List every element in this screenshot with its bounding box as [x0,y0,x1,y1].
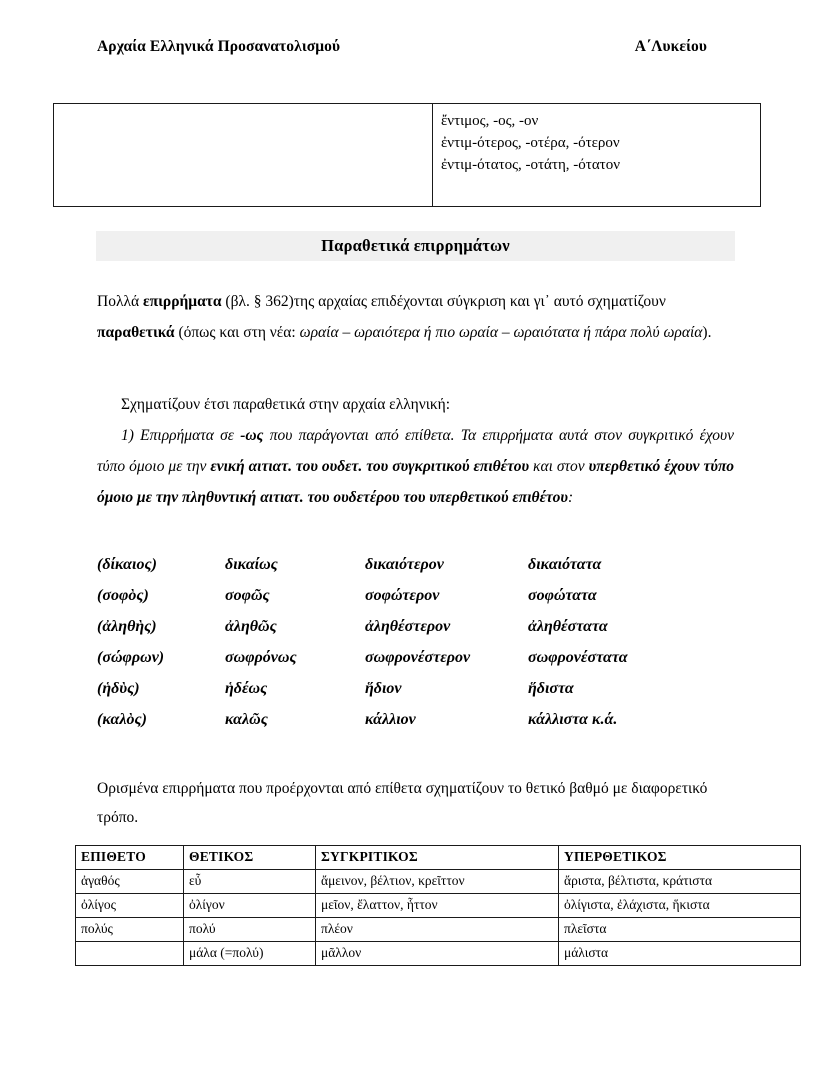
rule-bold-superlative-clause: υπερθετικό έχουν τύπο όμοιο με την πληθυντική αιτιατ. του ουδετέρου του υπερθετικού επιθέτου [97,458,734,506]
table-row [97,704,734,735]
rule-text-2: που παράγονται από επίθετα. Τα επιρρήματα αυτά στον συγκριτικό έχουν τύπο όμοιο με την [97,427,734,475]
cell-comparative: μεῖον, ἔλαττον, ἧττον [316,894,559,918]
grid-adjective: (σώφρων) [97,648,165,666]
grid-comparative: ἥδιον [365,679,402,697]
grid-positive: καλῶς [225,710,268,728]
table-row [97,673,734,704]
cell-adjective: πολύς [76,918,184,942]
intro-text-1: Πολλά [97,293,143,310]
grid-adjective: (ἡδὺς) [97,679,140,697]
declension-line-comparative: ἐντιμ-ότερος, -οτέρα, -ότερον [441,135,620,152]
section-title-band [96,231,735,261]
column-header-superlative: ΥΠΕΡΘΕΤΙΚΟΣ [559,846,801,870]
table-row [76,894,801,918]
intro-paragraph-block [97,286,734,348]
grid-positive: σωφρόνως [225,648,297,666]
closing-paragraph-block [97,774,734,832]
grid-superlative: δικαιότατα [528,555,602,573]
intro-bold-adverbs: επιρρήματα [142,293,222,310]
cell-adjective: ὀλίγος [76,894,184,918]
intro-text-2: (βλ. § 362)της αρχαίας επιδέχονται σύγκριση και γι᾿ αυτό σχηματίζουν [221,293,666,310]
grid-adjective: (ἀληθὴς) [97,617,157,635]
document-header [97,38,735,56]
cell-comparative: μᾶλλον [316,942,559,966]
column-header-positive: ΘΕΤΙΚΟΣ [184,846,316,870]
rule-paragraph [97,420,734,513]
cell-positive: μάλα (=πολύ) [184,942,316,966]
continuation-table-right-cell [433,104,761,207]
column-header-comparative: ΣΥΓΚΡΙΤΙΚΟΣ [316,846,559,870]
grid-adjective: (σοφὸς) [97,586,149,604]
grid-superlative: ἥδιστα [528,679,574,697]
intro-text-4: ). [702,324,712,341]
intro-paragraph [97,286,734,348]
closing-paragraph: Ορισμένα επιρρήματα που προέρχονται από επίθετα σχηματίζουν το θετικό βαθμό με διαφορετικό τρόπο. [97,780,708,826]
cell-comparative: ἄμεινον, βέλτιον, κρεῖττον [316,870,559,894]
cell-positive: εὖ [184,870,316,894]
intro-text-3: (όπως και στη νέα: [174,324,300,341]
table-row [97,611,734,642]
header-subject: Αρχαία Ελληνικά Προσανατολισμού [97,38,341,55]
rule-bold-comparative-clause: ενική αιτιατ. του ουδετ. του συγκριτικού επιθέτου [210,458,530,475]
grid-comparative: κάλλιον [365,710,416,728]
cell-superlative: ἄριστα, βέλτιστα, κράτιστα [559,870,801,894]
table-row [97,580,734,611]
table-row [76,870,801,894]
cell-superlative: πλεῖστα [559,918,801,942]
table-row [76,942,801,966]
cell-superlative: ὀλίγιστα, ἐλάχιστα, ἥκιστα [559,894,801,918]
continuation-table-left-cell [54,104,433,207]
grid-positive: δικαίως [225,555,278,573]
rule-bold-suffix: -ως [240,427,264,444]
grid-superlative: σωφρονέστατα [528,648,628,666]
cell-positive: πολύ [184,918,316,942]
table-row [97,642,734,673]
intro-bold-comparatives: παραθετικά [97,324,175,341]
cell-adjective [76,942,184,966]
grid-adjective: (καλὸς) [97,710,147,728]
declension-line-positive: ἔντιμος, -ος, -ον [441,113,539,129]
column-header-adjective: ΕΠΙΘΕΤΟ [76,846,184,870]
grid-positive: ἡδέως [225,679,268,697]
declension-line-superlative: ἐντιμ-ότατος, -οτάτη, -ότατον [441,157,620,174]
section-title: Παραθετικά επιρρημάτων [321,236,510,255]
grid-adjective: (δίκαιος) [97,555,157,573]
rule-text-1: 1) Επιρρήματα σε [121,427,241,444]
cell-comparative: πλέον [316,918,559,942]
rule-text-3: και στον [529,458,589,475]
table-row [76,918,801,942]
rule-paragraph-block [97,420,734,513]
grid-positive: σοφῶς [225,586,270,604]
grid-comparative: σοφώτερον [365,586,440,604]
adverb-degrees-grid [97,549,734,735]
cell-superlative: μάλιστα [559,942,801,966]
grid-superlative: κάλλιστα κ.ά. [528,710,618,728]
formation-lead-block [97,389,734,420]
table-row [97,549,734,580]
cell-adjective: ἀγαθός [76,870,184,894]
grid-comparative: σωφρονέστερον [365,648,471,666]
table-header-row [76,846,801,870]
continuation-table [53,103,761,207]
grid-superlative: σοφώτατα [528,586,597,604]
grid-positive: ἀληθῶς [225,617,277,635]
table-row [54,104,761,207]
irregular-adverbs-table [75,845,801,966]
grid-comparative: δικαιότερον [365,555,444,573]
grid-comparative: ἀληθέστερον [365,617,451,635]
grid-superlative: ἀληθέστατα [528,617,608,635]
header-grade: Α΄Λυκείου [634,38,707,55]
intro-italic-example: ωραία – ωραιότερα ή πιο ωραία – ωραιότατα ή πάρα πολύ ωραία [299,324,703,341]
cell-positive: ὀλίγον [184,894,316,918]
rule-text-4: : [567,489,574,506]
formation-lead-line: Σχηματίζουν έτσι παραθετικά στην αρχαία ελληνική: [121,396,451,413]
